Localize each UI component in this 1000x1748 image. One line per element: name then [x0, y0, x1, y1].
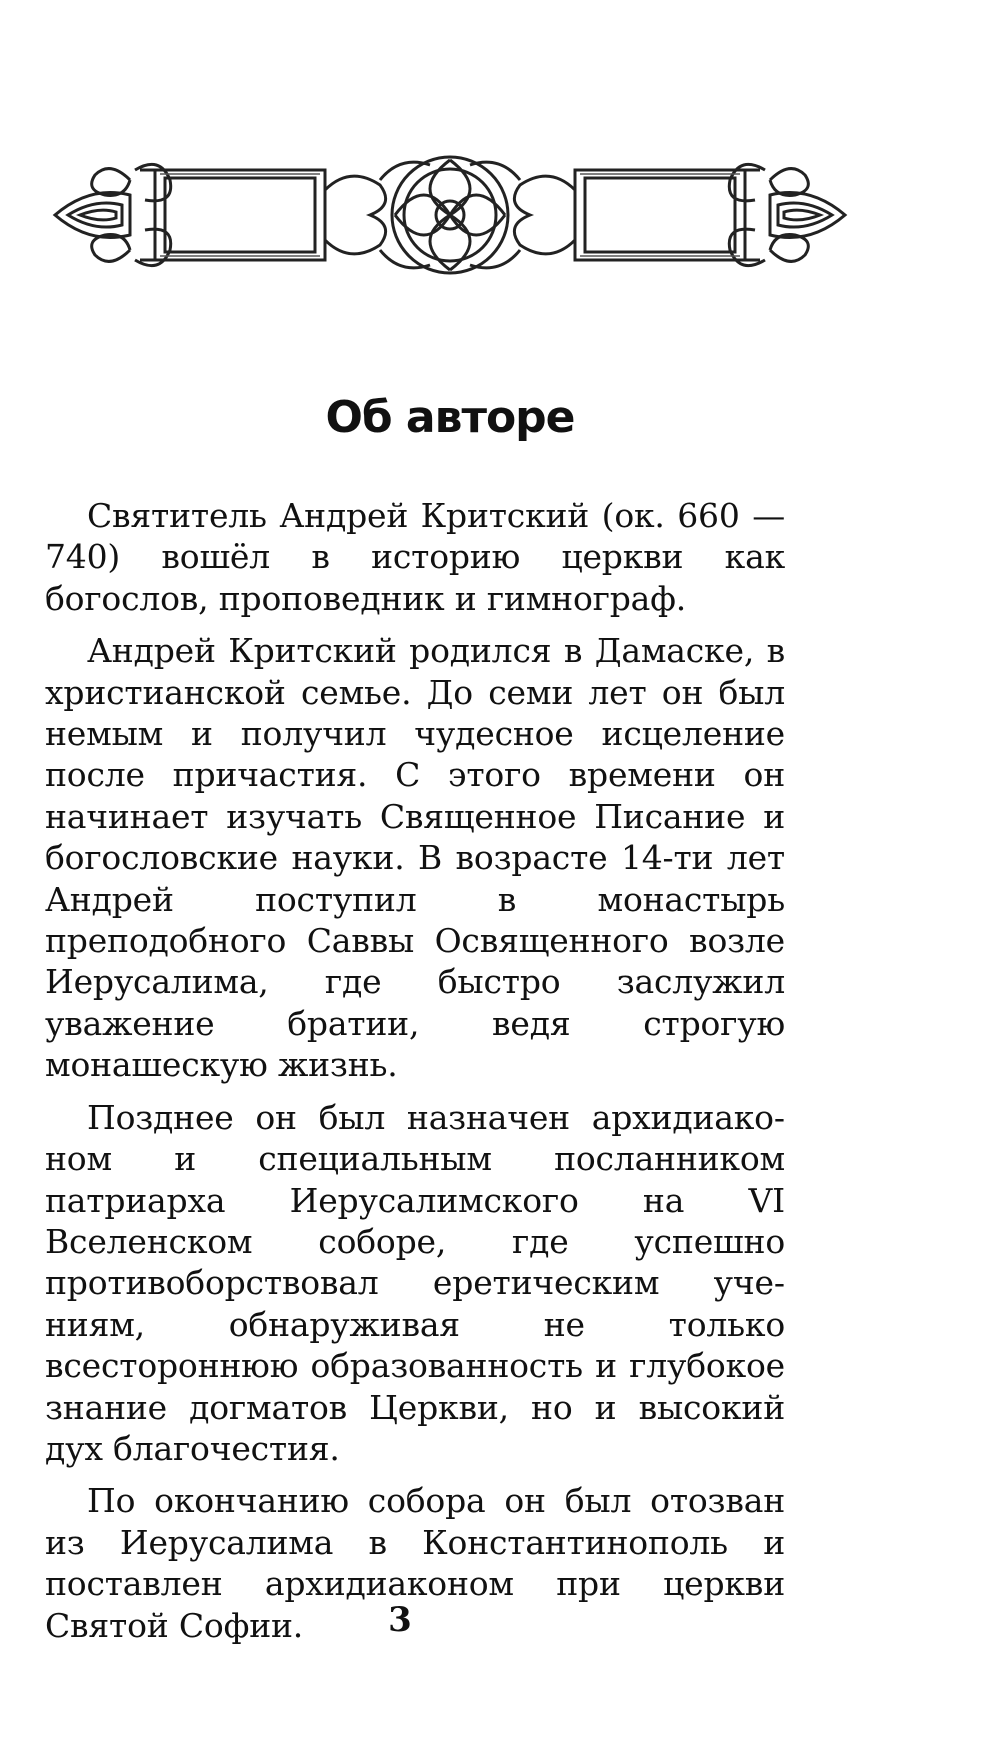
page-number: 3: [388, 1600, 412, 1640]
page-title: Об авторе: [325, 392, 575, 443]
paragraph: Позднее он был назначен архидиаконом и специальным посланником патриарха Иерусалимского на VI Вселенском соборе, где успешно противоборствовал еретическим учениям, обнаруживая не только всестороннюю образованность и глубокое знание догматов Церкви, но и высокий дух благочестия.: [45, 1097, 785, 1468]
paragraph: По окончанию собора он был отозван из Иерусалима в Константинополь и поставлен архидиаконом при церкви Святой Софии.: [45, 1481, 785, 1645]
paragraph: Святитель Андрей Критский (ок. 660 — 740) вошёл в историю церкви как богослов, проповедник и гимнограф.: [45, 496, 785, 618]
paragraph: Андрей Критский родился в Дамаске, в христианской семье. До семи лет он был немым и получил чудесное исцеление после причастия. С этого времени он начинает изучать Священное Писание и богословские науки. В возрасте 14-ти лет Андрей поступил в монастырь преподобного Саввы Освященного возле Иерусалима, где быстро заслужил уважение братии, ведя строгую монашескую жизнь.: [45, 631, 785, 1085]
celtic-knot-ornament-icon: [50, 150, 850, 280]
body-text: [45, 495, 785, 1646]
